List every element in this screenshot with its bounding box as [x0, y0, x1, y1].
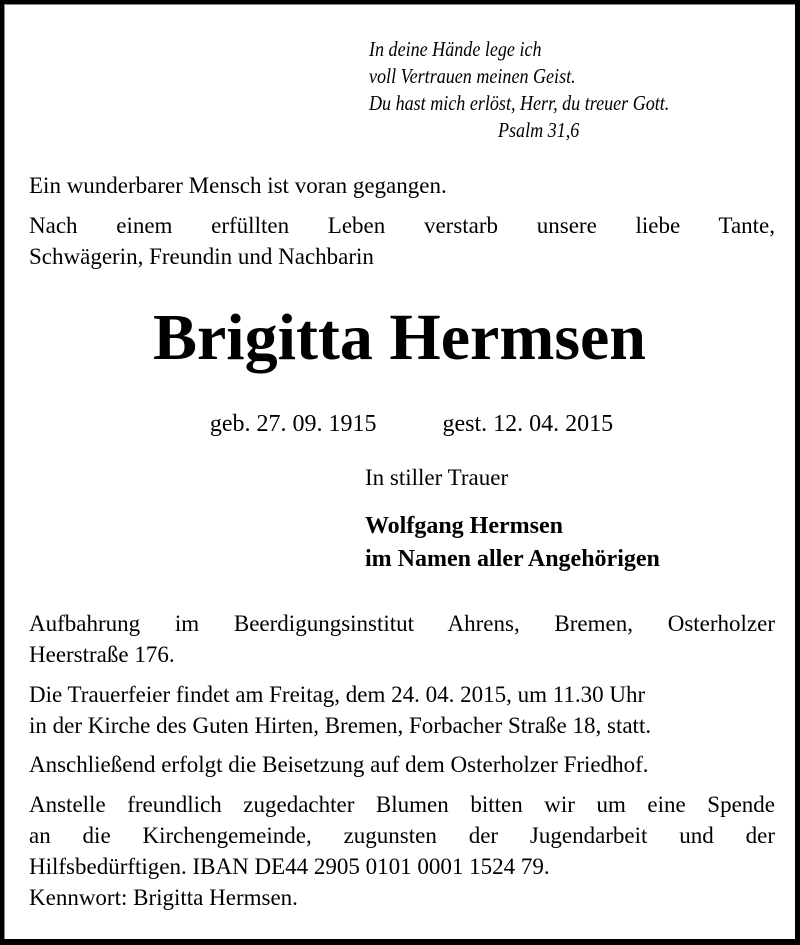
deceased-name: Brigitta Hermsen [152, 301, 647, 374]
mourner-name: Wolfgang Hermsen [365, 513, 563, 539]
burial-text: Anschließend erfolgt die Beisetzung auf dem Osterholzer Friedhof. [29, 752, 649, 777]
death-date: gest. 12. 04. 2015 [442, 411, 614, 437]
service-text-2: in der Kirche des Guten Hirten, Bremen, Forbacher Straße 18, statt. [29, 713, 652, 738]
donation-keyword: Kennwort: Brigitta Hermsen. [29, 885, 298, 910]
viewing-info [29, 608, 775, 670]
service-text-1: Die Trauerfeier findet am Freitag, dem 24. 04. 2015, um 11.30 Uhr [29, 682, 646, 707]
intro-sentence-2 [29, 210, 775, 272]
donation-text-3: Hilfsbedürftigen. IBAN DE44 2905 0101 0001 1524 79. [29, 854, 550, 879]
verse-line-3: Du hast mich erlöst, Herr, du treuer Gott. [369, 91, 670, 115]
life-dates [4, 379, 795, 469]
mourning-label: In stiller Trauer [365, 465, 509, 490]
donation-info [29, 789, 775, 913]
verse-reference: Psalm 31,6 [498, 118, 580, 142]
mourner-relatives: im Namen aller Angehörigen [365, 546, 660, 572]
intro-sentence-1 [29, 170, 775, 201]
psalm-verse [369, 36, 669, 144]
viewing-text-1: Aufbahrung im Beerdigungsinstitut Ahrens, Bremen, Osterholzer [29, 611, 775, 636]
verse-line-2: voll Vertrauen meinen Geist. [369, 64, 576, 88]
donation-text-1: Anstelle freundlich zugedachter Blumen bitten wir um eine Spende [29, 792, 775, 817]
burial-info [29, 749, 775, 780]
donation-text-2: an die Kirchengemeinde, zugunsten der Jugendarbeit und der [29, 823, 775, 848]
intro-text-2b: Schwägerin, Freundin und Nachbarin [29, 244, 374, 269]
service-info [29, 679, 775, 741]
viewing-text-2: Heerstraße 176. [29, 642, 175, 667]
verse-line-1: In deine Hände lege ich [369, 37, 542, 61]
birth-date: geb. 27. 09. 1915 [209, 411, 377, 437]
mourners-signature [365, 510, 660, 576]
intro-text-1: Ein wunderbarer Mensch ist voran gegangen. [29, 173, 447, 198]
intro-text-2a: Nach einem erfüllten Leben verstarb unsere liebe Tante, [29, 213, 775, 238]
